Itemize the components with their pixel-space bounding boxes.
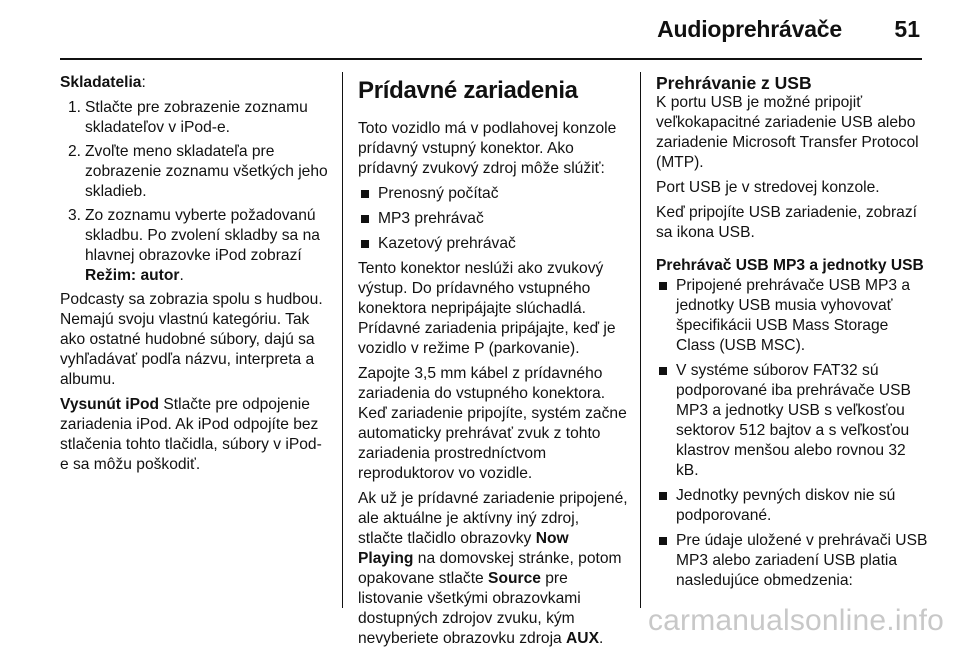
source-label: Source bbox=[488, 570, 541, 587]
column-3 bbox=[656, 73, 928, 596]
page-header bbox=[0, 0, 960, 62]
bullet-square-icon bbox=[659, 367, 667, 375]
watermark: carmanualsonline.info bbox=[647, 604, 944, 637]
page-number: 51 bbox=[894, 16, 920, 42]
bullet-square-icon bbox=[659, 282, 667, 290]
step-text: Zvoľte meno skladateľa pre zobrazenie zoznamu všetkých jeho skladieb. bbox=[85, 143, 328, 200]
usb-subheading: Prehrávač USB MP3 a jednotky USB bbox=[656, 257, 924, 274]
aux-paragraph-2: Zapojte 3,5 mm kábel z prídavného zariadenia do vstupného konektora. Keď zariadenie pripojíte, systém začne automaticky prehrávať zvuk z tohto zariadenia prostredníctvom reproduktorov vo vozidle. bbox=[358, 365, 627, 482]
aux-text-a: Ak už je prídavné zariadenie pripojené, ale aktuálne je aktívny iný zdroj, stlačte tlačidlo obrazovky bbox=[358, 490, 628, 547]
list-item bbox=[358, 234, 628, 254]
eject-label: Vysunút iPod bbox=[60, 396, 160, 413]
composers-colon: : bbox=[141, 74, 146, 91]
bullet-square-icon bbox=[659, 537, 667, 545]
composers-label: Skladatelia bbox=[60, 74, 142, 91]
list-item bbox=[358, 209, 628, 229]
step-text: Zo zoznamu vyberte požadovanú skladbu. Po zvolení skladby sa na hlavnej obrazovke iPod zobrazí bbox=[85, 207, 320, 264]
bullet-text: Prenosný počítač bbox=[378, 185, 499, 202]
usb-paragraph-2: Keď pripojíte USB zariadenie, zobrazí sa ikona USB. bbox=[656, 204, 917, 241]
step-number: 1. bbox=[68, 99, 82, 116]
aux-heading: Prídavné zariadenia bbox=[358, 77, 578, 104]
bullet-square-icon bbox=[361, 215, 369, 223]
aux-paragraph-1: Tento konektor neslúži ako zvukový výstup. Do prídavného vstupného konektora nepripájajte slúchadlá. Prídavné zariadenia pripájajte, keď je vozidlo v režime P (parkovanie). bbox=[358, 260, 616, 357]
bullet-text: Kazetový prehrávač bbox=[378, 235, 516, 252]
aux-device-list bbox=[358, 184, 628, 254]
podcast-paragraph: Podcasty sa zobrazia spolu s hudbou. Nemajú svoju vlastnú kategóriu. Tak ako ostatné hudobné súbory, dajú sa vyhľadávať podľa názvu, interpreta a albumu. bbox=[60, 291, 323, 388]
list-item bbox=[60, 206, 330, 286]
list-item bbox=[656, 486, 928, 526]
bullet-square-icon bbox=[659, 492, 667, 500]
composer-steps bbox=[60, 98, 330, 286]
bullet-text: Pripojené prehrávače USB MP3 a jednotky USB musia vyhovovať špecifikácii USB Mass Storage Class (USB MSC). bbox=[676, 277, 911, 354]
column-1 bbox=[60, 73, 330, 480]
aux-text-c: na domovskej stránke, potom opakovane stlačte bbox=[358, 550, 622, 587]
bullet-text: MP3 prehrávač bbox=[378, 210, 484, 227]
usb-intro: K portu USB je možné pripojiť veľkokapacitné zariadenie USB alebo zariadenie Microsoft Transfer Protocol (MTP). bbox=[656, 94, 919, 171]
list-item bbox=[656, 531, 928, 591]
header-divider bbox=[60, 58, 922, 60]
bullet-text: Pre údaje uložené v prehrávači USB MP3 alebo zariadení USB platia nasledujúce obmedzenia: bbox=[676, 532, 928, 589]
column-divider-1 bbox=[342, 72, 343, 608]
list-item bbox=[60, 142, 330, 202]
step-end: . bbox=[179, 267, 184, 284]
aux-label: AUX bbox=[566, 630, 599, 647]
aux-paragraph-3 bbox=[358, 489, 628, 649]
step-text: Stlačte pre zobrazenie zoznamu skladateľov v iPod-e. bbox=[85, 99, 308, 136]
step-number: 2. bbox=[68, 143, 82, 160]
aux-text-d: pre listovanie všetkými obrazovkami dostupných zdrojov zvuku, kým nevyberiete obrazovku zdroja bbox=[358, 570, 581, 647]
usb-requirements-list bbox=[656, 276, 928, 591]
mode-author-label: Režim: autor bbox=[85, 267, 180, 284]
eject-text: Stlačte pre odpojenie zariadenia iPod. Ak iPod odpojíte bez stlačenia tohto tlačidla, súbory v iPod-e sa môžu poškodiť. bbox=[60, 396, 322, 473]
now-playing-label: Now Playing bbox=[358, 530, 569, 567]
bullet-square-icon bbox=[361, 240, 369, 248]
bullet-square-icon bbox=[361, 190, 369, 198]
bullet-text: V systéme súborov FAT32 sú podporované iba prehrávače USB MP3 a jednotky USB s veľkosťou sektorov 512 bajtov a s veľkosťou klastrov menšou alebo rovnou 32 kB. bbox=[676, 362, 911, 479]
step-number: 3. bbox=[68, 207, 82, 224]
column-divider-2 bbox=[640, 72, 641, 608]
list-item bbox=[656, 361, 928, 481]
eject-paragraph bbox=[60, 395, 330, 475]
aux-intro: Toto vozidlo má v podlahovej konzole prídavný vstupný konektor. Ako prídavný zvukový zdroj môže slúžiť: bbox=[358, 120, 617, 177]
column-2 bbox=[358, 73, 628, 654]
usb-heading: Prehrávanie z USB bbox=[656, 73, 812, 93]
list-item bbox=[656, 276, 928, 356]
usb-paragraph-1: Port USB je v stredovej konzole. bbox=[656, 179, 880, 196]
list-item bbox=[358, 184, 628, 204]
list-item bbox=[60, 98, 330, 138]
aux-text-e: . bbox=[598, 630, 604, 647]
bullet-text: Jednotky pevných diskov nie sú podporované. bbox=[676, 487, 896, 524]
page-title: Audioprehrávače bbox=[657, 16, 842, 42]
composers-lead bbox=[60, 73, 330, 93]
